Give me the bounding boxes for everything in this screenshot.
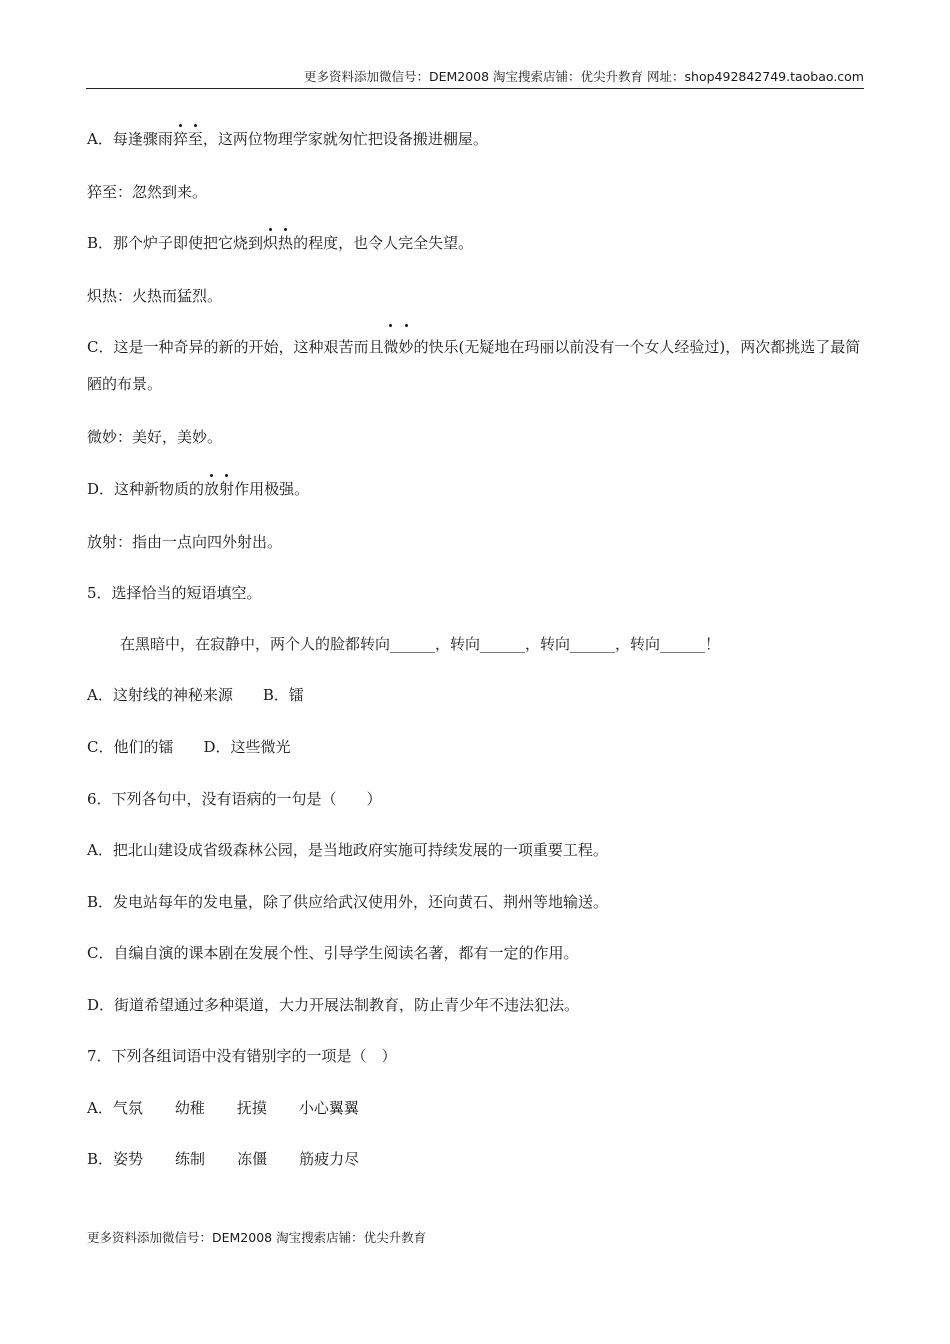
q5-stem: 5．选择恰当的短语填空。 [87,584,262,602]
q4-option-c [87,329,865,403]
emphasis-char: 炽 [263,234,279,252]
emphasis-char: 微 [383,329,398,366]
q4-c-text: C．这是一种奇异的新的开始，这种艰苦而且 [87,338,384,356]
q4-option-b [87,233,473,253]
q6-option-d: D．街道希望通过多种渠道，大力开展法制教育，防止青少年不违法犯法。 [87,996,580,1014]
emphasis-char: 射 [219,480,235,498]
q7-b-word: 练制 [175,1150,206,1168]
q7-option-a [87,1098,359,1118]
q4-d-text: D．这种新物质的 [87,480,205,498]
q7-a-word: 气氛 [112,1099,143,1117]
q7-a-word: 幼稚 [174,1099,205,1117]
page-footer: 更多资料添加微信号：DEM2008 淘宝搜索店铺：优尖升教育 [87,1230,427,1245]
q4-option-d [87,479,309,499]
q7-stem: 7．下列各组词语中没有错别字的一项是（ ） [87,1047,397,1065]
q7-option-b [87,1149,359,1169]
q4-a-text-post: ，这两位物理学家就匆忙把设备搬进棚屋。 [202,130,488,148]
q4-c-text-post: 的快乐(无疑地在玛丽以前没有一个女人经验过)，两次都挑选了最简陋的布景。 [87,338,861,393]
q4-c-explanation: 微妙：美好，美妙。 [87,428,223,446]
emphasis-char: 猝 [172,130,188,148]
emphasis-char: 热 [278,234,294,252]
q4-option-a [87,129,488,149]
q4-a-explanation: 猝至：忽然到来。 [87,183,208,201]
q6-option-c: C．自编自演的课本剧在发展个性、引导学生阅读名著，都有一定的作用。 [87,944,579,962]
q5-options-row-1 [87,685,304,705]
q7-b-word: 筋疲力尽 [299,1150,360,1168]
q4-b-explanation: 炽热：火热而猛烈。 [87,287,223,305]
q7-a-word: 小心翼翼 [298,1099,359,1117]
q6-stem: 6．下列各句中，没有语病的一句是（ ） [87,790,382,808]
q5-option-a: A．这射线的神秘来源 [87,686,233,704]
q4-d-text-post: 作用极强。 [234,480,310,498]
emphasis-char: 妙 [399,329,414,366]
q7-a-word: 抚摸 [236,1099,267,1117]
q4-d-explanation: 放射：指由一点向四外射出。 [87,533,283,551]
emphasis-char: 放 [204,480,220,498]
q4-a-text: A．每逢骤雨 [87,130,173,148]
q7-b-word: 姿势 [113,1150,144,1168]
q6-option-a: A．把北山建设成省级森林公园，是当地政府实施可持续发展的一项重要工程。 [87,841,608,859]
page-header: 更多资料添加微信号：DEM2008 淘宝搜索店铺：优尖升教育 网址：shop492842749.taobao.com [86,68,864,89]
q5-sentence: 在黑暗中，在寂静中，两个人的脸都转向______，转向______，转向______，转向______！ [120,635,721,653]
q7-b-word: 冻僵 [237,1150,268,1168]
q5-option-d: D．这些微光 [203,738,291,756]
q5-option-b: B．镭 [262,686,304,704]
q6-option-b: B．发电站每年的发电量，除了供应给武汉使用外，还向黄石、荆州等地输送。 [87,893,609,911]
q5-option-c: C．他们的镭 [87,738,174,756]
q4-b-text: B．那个炉子即使把它烧到 [87,234,264,252]
emphasis-char: 至 [187,130,203,148]
q5-options-row-2 [87,737,291,757]
q7-b-label: B． [87,1150,114,1168]
q4-b-text-post: 的程度，也令人完全失望。 [293,234,474,252]
q7-a-label: A． [87,1099,113,1117]
